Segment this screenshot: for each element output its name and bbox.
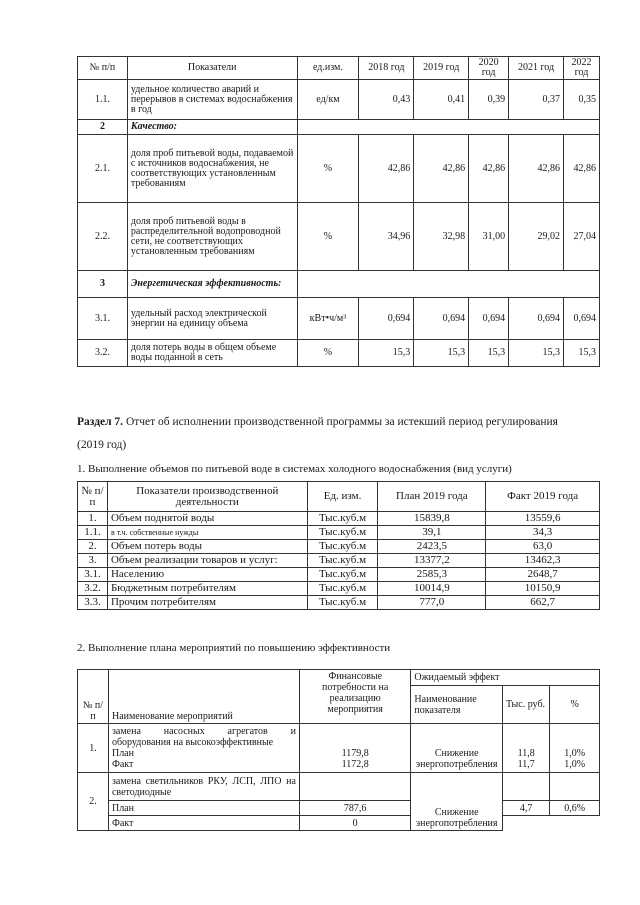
header-2019: 2019 год [414, 57, 469, 80]
table-row: 2. Объем потерь воды Тыс.куб.м 2423,5 63,0 [78, 540, 600, 554]
table-row [78, 816, 600, 831]
header-2022: 2022 год [563, 57, 599, 80]
fact-label: Факт [111, 759, 134, 770]
plan-label: План [108, 801, 299, 816]
header-num: № п/п [78, 57, 128, 80]
plan-rub: 4,7 [502, 801, 549, 816]
plan-financial: 1179,8 [341, 748, 369, 759]
header-2021: 2021 год [509, 57, 564, 80]
plan-financial: 787,6 [299, 801, 410, 816]
table-row: 1. Объем поднятой воды Тыс.куб.м 15839,8 13559,6 [78, 512, 600, 526]
efficiency-measures-table [77, 669, 600, 831]
table-row: 3.2. Бюджетным потребителям Тыс.куб.м 10014,9 10150,9 [78, 582, 600, 596]
table-header-row [78, 482, 600, 512]
effect-indicator: Снижение энергопотребления [411, 773, 503, 831]
fact-financial: 0 [299, 816, 410, 831]
fact-pct: 1,0% [564, 759, 586, 770]
section7-title: Отчет об исполнении производственной программы за истекший период регулирования [125, 416, 558, 428]
header-num: № п/п [78, 670, 109, 724]
table-row [78, 801, 600, 816]
table-row: 3. Объем реализации товаров и услуг: Тыс.куб.м 13377,2 13462,3 [78, 554, 600, 568]
header-unit: ед.изм. [297, 57, 359, 80]
header-indicator: Показатели [127, 57, 297, 80]
section-row: 2 Качество: [78, 120, 600, 135]
header-2020: 2020 год [469, 57, 509, 80]
header-plan: План 2019 года [378, 482, 486, 512]
table-row: 2.1. доля проб питьевой воды, подаваемой с источников водоснабжения, не соответствующих установленным требованиям % 42,86 42,86 42,86 42,86 42,86 [78, 135, 600, 203]
plan-pct: 0,6% [550, 801, 600, 816]
subsection1-title: 1. Выполнение объемов по питьевой воде в системах холодного водоснабжения (вид услуги) [77, 463, 512, 475]
header-financial: Финансовые потребности на реализацию мероприятия [299, 670, 410, 724]
table-row: 3.3. Прочим потребителям Тыс.куб.м 777,0 662,7 [78, 596, 600, 610]
header-percent: % [550, 686, 600, 724]
header-expected-effect: Ожидаемый эффект [411, 670, 600, 686]
table-row: 3.1. удельный расход электрической энергии на единицу объема кВт•ч/м³ 0,694 0,694 0,694 0,694 0,694 [78, 298, 600, 340]
production-volume-table [77, 481, 600, 610]
section7-heading [77, 416, 558, 428]
table-row: 2.2. доля проб питьевой воды в распределительной водопроводной сети, не соответствующих установленным требованиям % 34,96 32,98 31,00 29,02 27,04 [78, 203, 600, 271]
table-row: 2. замена светильников РКУ, ЛСП, ЛПО на светодиодные Снижение энергопотребления [78, 773, 600, 801]
plan-pct: 1,0% [564, 748, 586, 759]
header-unit: Ед. изм. [307, 482, 378, 512]
header-thousand-rub: Тыс. руб. [502, 686, 549, 724]
table-row: 3.2. доля потерь воды в общем объеме воды поданной в сеть % 15,3 15,3 15,3 15,3 15,3 [78, 340, 600, 367]
table-row: 1.1. удельное количество аварий и перерывов в системах водоснабжения в год ед/км 0,43 0,41 0,39 0,37 0,35 [78, 80, 600, 120]
subsection2-title: 2. Выполнение плана мероприятий по повышению эффективности [77, 642, 391, 654]
header-indicator-name: Наименование показателя [411, 686, 503, 724]
table-row: 3.1. Населению Тыс.куб.м 2585,3 2648,7 [78, 568, 600, 582]
section7-label: Раздел 7. [77, 416, 124, 428]
table-header-row [78, 57, 600, 80]
effect-indicator: Снижение энергопотребления [411, 724, 503, 773]
table-header-row [78, 670, 600, 686]
header-fact: Факт 2019 года [486, 482, 600, 512]
section-row: 3 Энергетическая эффективность: [78, 271, 600, 298]
header-2018: 2018 год [359, 57, 414, 80]
header-num: № п/п [78, 482, 108, 512]
table-row: 1. замена насосных агрегатов и оборудования на высокоэффективные План Факт 1179,8 1172,8 Снижение энергопотребления 11,8 11,7 1,0% 1,0% [78, 724, 600, 773]
fact-label: Факт [108, 816, 299, 831]
fact-rub: 11,7 [517, 759, 535, 770]
plan-label: План [111, 748, 134, 759]
table-row: 1.1. в т.ч. собственные нужды Тыс.куб.м 39,1 34,3 [78, 526, 600, 540]
indicators-table [77, 56, 600, 367]
header-measure-name: Наименование мероприятий [108, 670, 299, 724]
fact-financial: 1172,8 [341, 759, 369, 770]
header-indicator: Показатели производственной деятельности [107, 482, 307, 512]
section7-period: (2019 год) [77, 439, 127, 451]
measure-name: замена насосных агрегатов и оборудования на высокоэффективные [111, 726, 296, 748]
measure-name: замена светильников РКУ, ЛСП, ЛПО на светодиодные [108, 773, 299, 801]
plan-rub: 11,8 [517, 748, 535, 759]
